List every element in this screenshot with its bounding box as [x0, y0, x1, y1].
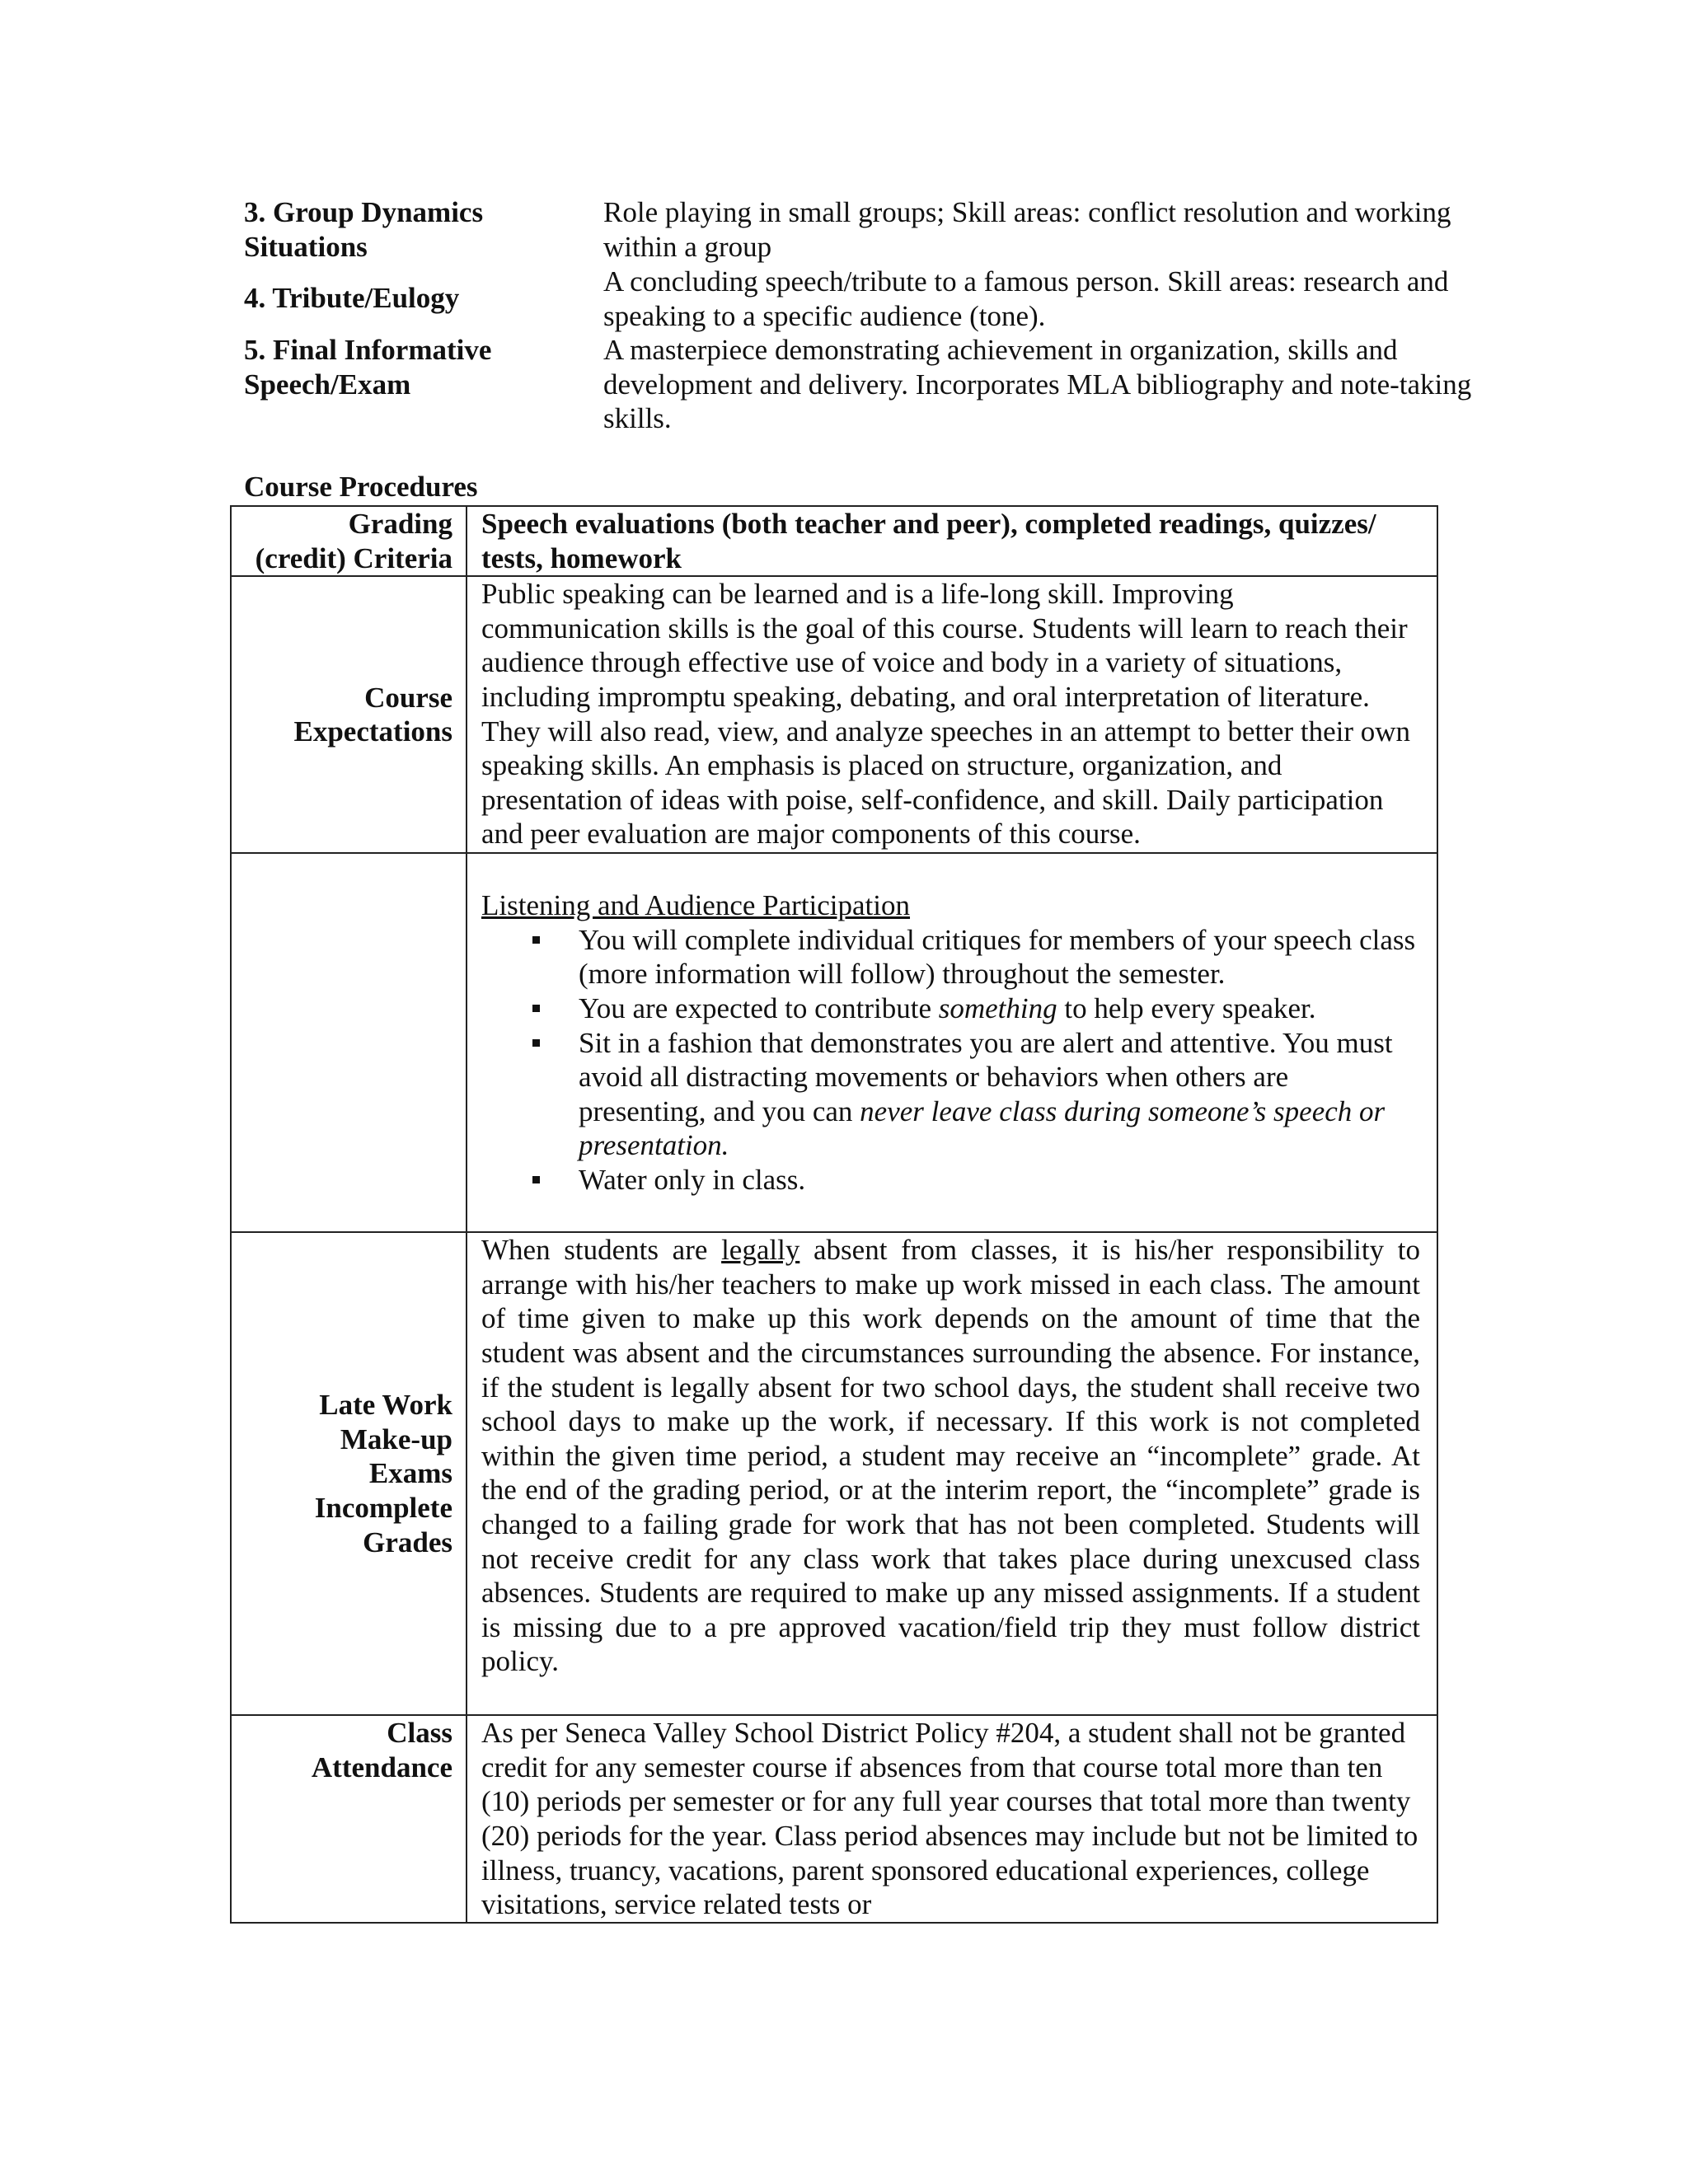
- list-item: You are expected to contribute something to help every speaker.: [579, 991, 1420, 1026]
- grading-label-line2: (credit) Criteria: [255, 541, 452, 574]
- attendance-label-line2: Attendance: [311, 1750, 452, 1783]
- grading-criteria-text: Speech evaluations (both teacher and peer), completed readings, quizzes/ tests, homework: [467, 506, 1437, 576]
- intro-title: 4. Tribute/Eulogy: [244, 282, 460, 314]
- attendance-label-line1: Class: [387, 1717, 452, 1750]
- list-item: Sit in a fashion that demonstrates you are alert and attentive. You must avoid all distracting movements or behaviors when others are presenting, and you can never leave class during someone’s speech or presentation.: [579, 1026, 1420, 1163]
- late-work-label-line: Exams: [368, 1457, 452, 1490]
- late-work-policy-text: When students are legally absent from classes, it is his/her responsibility to arrange with his/her teachers to make up work missed in each class. The amount of time given to make up this work depends on the amount of time that the student was absent and the circumstances surrounding the absence. For instance, if the student is legally absent for two school days, the student shall receive two school days to make up the work, if necessary. If this work is not completed within the given time period, a student may receive an “incomplete” grade. At the end of the grading period, or at the interim report, the “incomplete” grade is changed to a failing grade for work that has not been completed. Students will not receive credit for any class work that takes place during unexcused class absences. Students are required to make up any missed assignments. If a student is missing due to a pre approved vacation/field trip they must follow district policy.: [467, 1232, 1437, 1715]
- course-expectations-text: Public speaking can be learned and is a life-long skill. Improving communication skills is the goal of this course. Students will learn to reach their audience through effective use of voice and body in a variety of situations, including impromptu speaking, debating, and oral interpretation of literature. They will also read, view, and analyze speeches in an attempt to better their own speaking skills. An emphasis is placed on structure, organization, and presentation of ideas with poise, self-confidence, and skill. Daily participation and peer evaluation are major components of this course.: [467, 576, 1437, 853]
- listening-bullet-list: [481, 923, 1420, 1197]
- intro-title: 5. Final Informative Speech/Exam: [244, 334, 492, 401]
- list-item: Water only in class.: [579, 1163, 1420, 1197]
- grading-label-cell: [231, 506, 467, 576]
- intro-description: A concluding speech/tribute to a famous person. Skill areas: research and speaking to a specific audience (tone).: [603, 265, 1449, 332]
- course-procedures-heading: Course Procedures: [244, 471, 478, 503]
- table-row-course-expectations: [231, 576, 1437, 853]
- listening-section-title: Listening and Audience Participation: [481, 889, 911, 922]
- expectations-label-line1: Course: [364, 681, 452, 714]
- expectations-label-cell: [231, 576, 467, 853]
- table-row-grading: [231, 506, 1437, 576]
- intro-description: A masterpiece demonstrating achievement in organization, skills and development and delivery. Incorporates MLA bibliography and note-taking skills.: [603, 334, 1472, 435]
- listening-label-cell-empty: [231, 853, 467, 1232]
- attendance-label-cell: [231, 1715, 467, 1923]
- table-row-late-work: [231, 1232, 1437, 1715]
- expectations-label-line2: Expectations: [293, 715, 452, 748]
- intro-description: Role playing in small groups; Skill areas: conflict resolution and working within a group: [603, 196, 1451, 263]
- table-row-class-attendance: [231, 1715, 1437, 1923]
- list-item: You will complete individual critiques for members of your speech class (more information will follow) throughout the semester.: [579, 923, 1420, 991]
- late-work-label-line: Make-up: [340, 1422, 452, 1455]
- intro-title: 3. Group Dynamics Situations: [244, 196, 484, 263]
- table-row-listening: [231, 853, 1437, 1232]
- late-work-label-line: Grades: [363, 1526, 452, 1558]
- late-work-label-line: Incomplete: [314, 1491, 452, 1524]
- late-work-label-cell: [231, 1232, 467, 1715]
- grading-label-line1: Grading: [348, 508, 452, 540]
- listening-cell: [467, 853, 1437, 1232]
- class-attendance-text: As per Seneca Valley School District Policy #204, a student shall not be granted credit for any semester course if absences from that course total more than ten (10) periods per semester or for any full year courses that total more than twenty (20) periods for the year. Class period absences may include but not be limited to illness, truancy, vacations, parent sponsored educational experiences, college visitations, service related tests or: [467, 1715, 1437, 1923]
- late-work-label-line: Late Work: [319, 1389, 452, 1422]
- course-procedures-table: [230, 505, 1438, 1924]
